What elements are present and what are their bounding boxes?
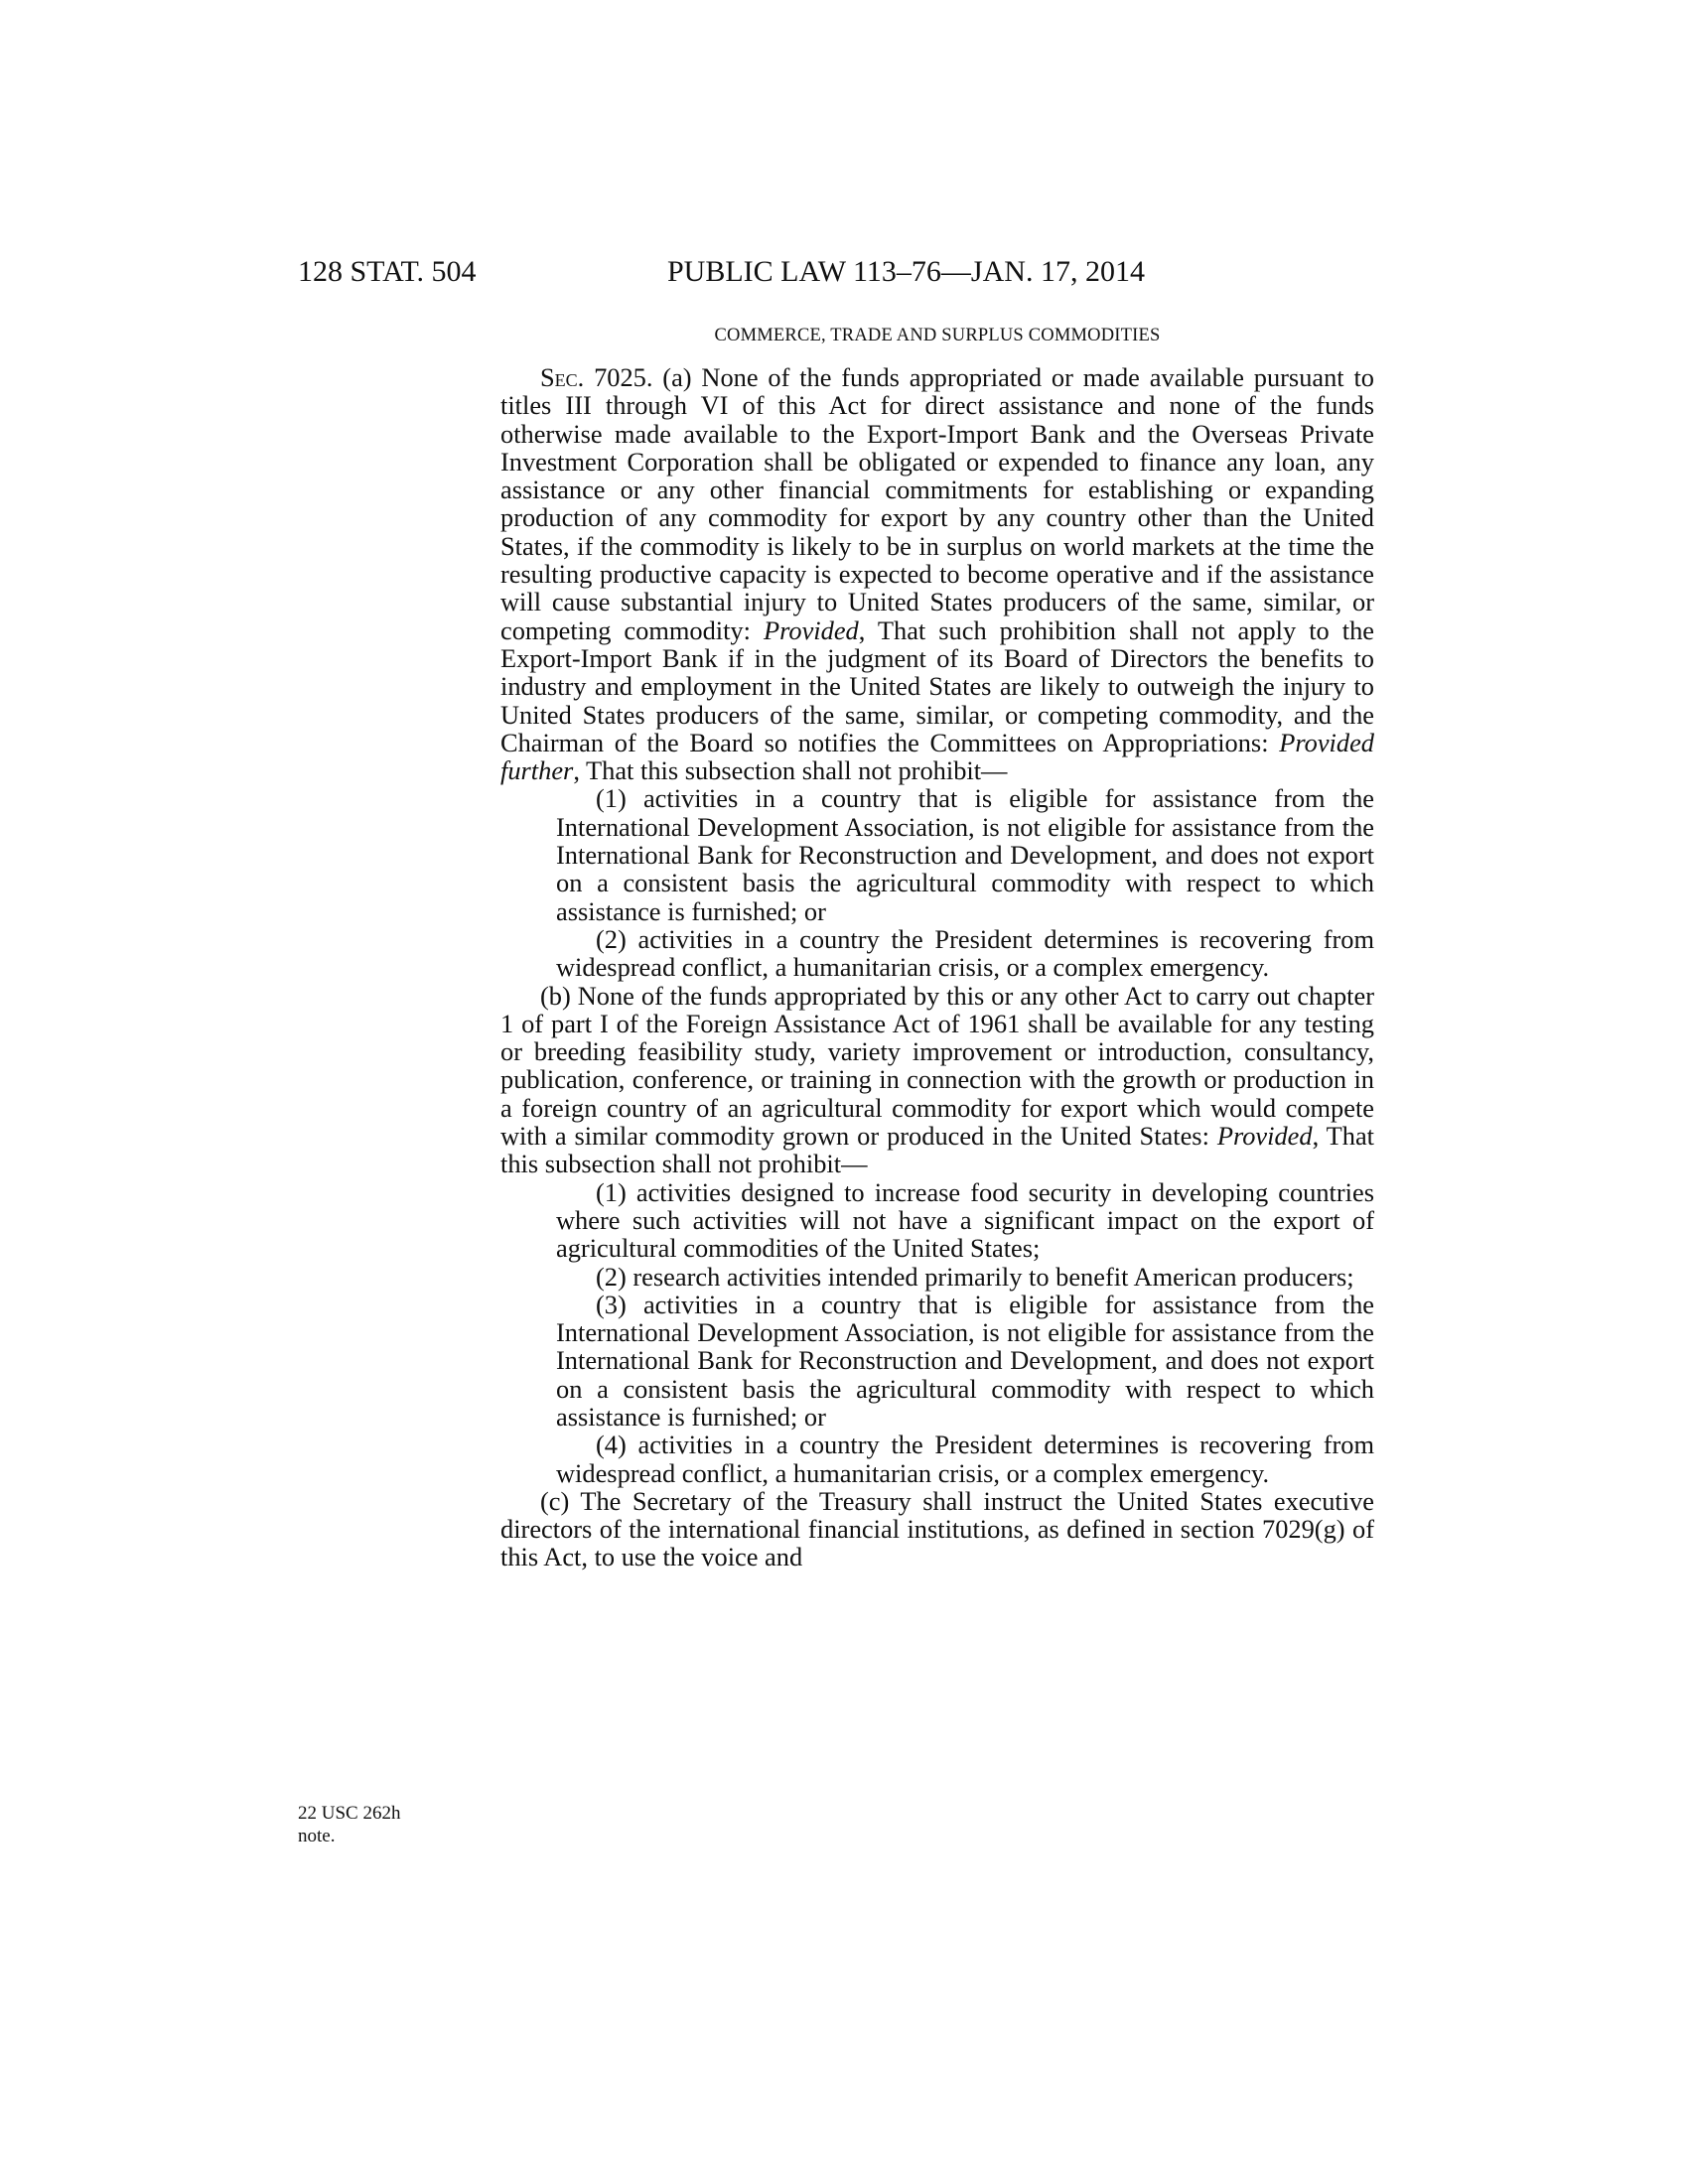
stat-reference: 128 STAT. 504: [298, 255, 477, 288]
margin-citation-line-1: 22 USC 262h: [298, 1803, 401, 1824]
section-label: Sec. 7025.: [540, 362, 653, 392]
page-header: [0, 252, 1688, 292]
section-heading: COMMERCE, TRADE AND SURPLUS COMMODITIES: [714, 326, 1161, 345]
subsection-b-item-2: (2) research activities intended primarily to benefit American producers;: [596, 1261, 1354, 1292]
subsection-a: Sec. 7025. (a) None of the funds appropriated or made available pursuant to titles III through VI of this Act for direct assistance and none of the funds otherwise made available to the Export-Import Bank and the Overseas Private Investment Corporation shall be obligated or expended to finance any loan, any assistance or any other financial commitments for establishing or expanding production of any commodity for export by any country other than the United States, if the commodity is likely to be in surplus on world markets at the time the resulting productive capacity is expected to become operative and if the assistance will cause substantial injury to United States producers of the same, similar, or competing commodity: Provided, That such prohibition shall not apply to the Export-Import Bank if in the judgment of its Board of Directors the benefits to industry and employment in the United States are likely to outweigh the injury to United States producers of the same, similar, or competing commodity, and the Chairman of the Board so notifies the Committees on Appropriations: Provided further, That this subsection shall not prohibit—: [500, 362, 1374, 786]
subsection-c: (c) The Secretary of the Treasury shall instruct the United States executive directors of the international financial institutions, as defined in section 7029(g) of this Act, to use the voice and: [500, 1485, 1374, 1572]
margin-citation-line-2: note.: [298, 1826, 336, 1846]
subsection-a-item-2: (2) activities in a country the President determines is recovering from widespread conflict, a humanitarian crisis, or a complex emergency.: [556, 923, 1374, 983]
subsection-b-item-1: (1) activities designed to increase food security in developing countries where such activities will not have a significant impact on the export of agricultural commodities of the United States;: [556, 1176, 1374, 1264]
law-title: PUBLIC LAW 113–76—JAN. 17, 2014: [667, 255, 1145, 288]
subsection-b-item-3: (3) activities in a country that is eligible for assistance from the International Development Association, is not eligible for assistance from the International Bank for Reconstruction and Development, and does not export on a consistent basis the agricultural commodity with respect to which assistance is furnished; or: [556, 1289, 1374, 1432]
margin-citation: [298, 1802, 467, 1847]
subsection-b-item-4: (4) activities in a country the President determines is recovering from widespread conflict, a humanitarian crisis, or a complex emergency.: [556, 1430, 1374, 1488]
subsection-b: (b) None of the funds appropriated by this or any other Act to carry out chapter 1 of part I of the Foreign Assistance Act of 1961 shall be available for any testing or breeding feasibility study, variety improvement or introduction, consultancy, publication, conference, or training in connection with the growth or production in a foreign country of an agricultural commodity for export which would compete with a similar commodity grown or produced in the United States: Provided, That this subsection shall not prohibit—: [500, 980, 1374, 1179]
section-body: [500, 363, 1374, 1571]
subsection-a-item-1: (1) activities in a country that is eligible for assistance from the International Development Association, is not eligible for assistance from the International Bank for Reconstruction and Development, and does not export on a consistent basis the agricultural commodity with respect to which assistance is furnished; or: [556, 783, 1374, 926]
